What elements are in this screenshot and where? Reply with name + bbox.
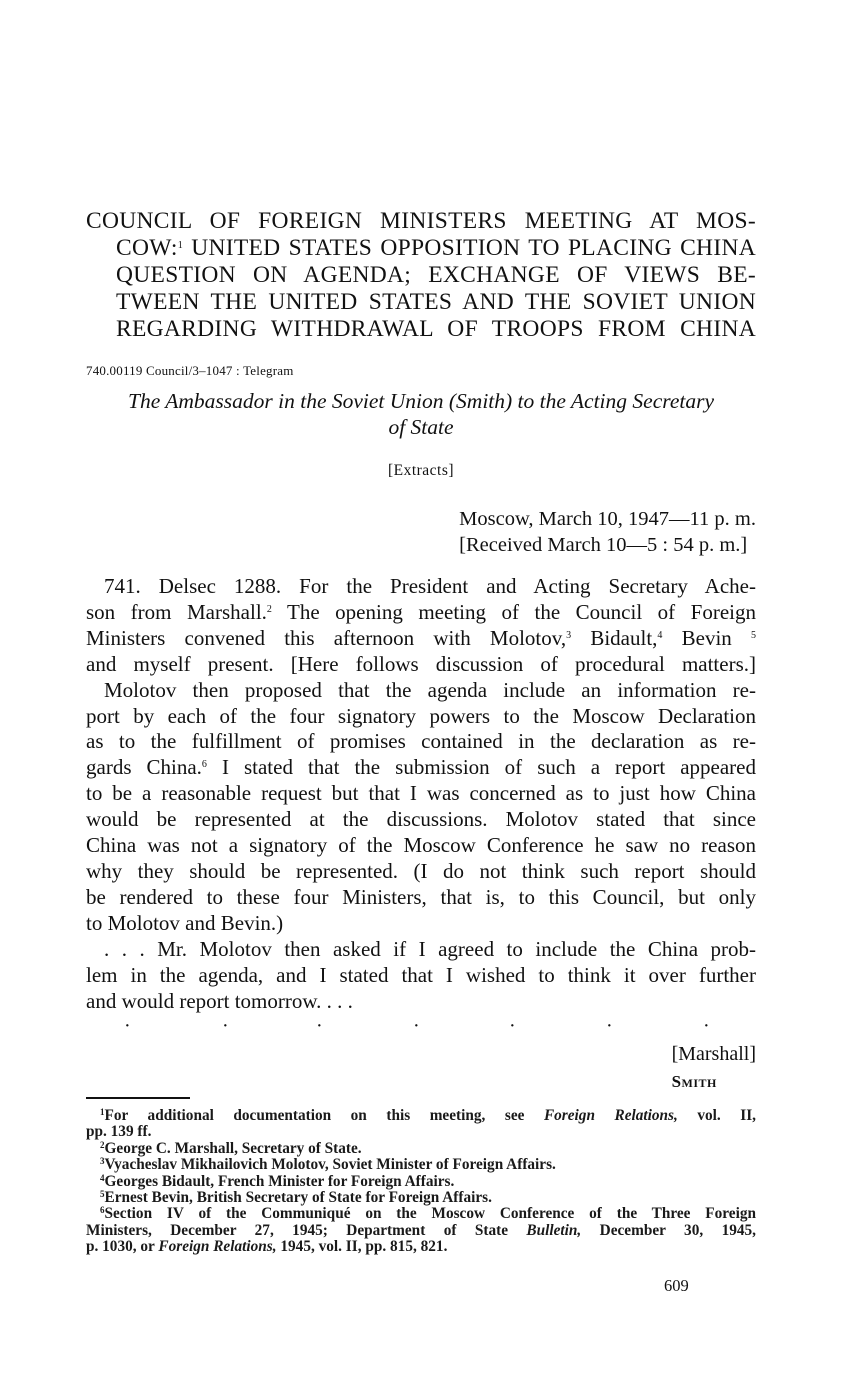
footnote-2	[86, 1141, 756, 1157]
heading-line: The Ambassador in the Soviet Union (Smith) to the Acting Secretary	[128, 389, 714, 413]
footnote-marker: 2	[266, 603, 272, 615]
footnote-marker: 5	[100, 1189, 105, 1200]
footnote-text: vol. II,	[677, 1107, 757, 1124]
footnote-text: December 30, 1945,	[581, 1221, 756, 1239]
title-line: REGARDING WITHDRAWAL OF TROOPS FROM CHINA	[116, 316, 756, 342]
title-line	[86, 235, 756, 262]
body-line: as to the fulfillment of promises contained in the declaration as re-	[86, 729, 756, 754]
body-text: son from Marshall.	[86, 599, 267, 624]
footnote-4	[86, 1174, 756, 1190]
body-line: would be represented at the discussions. Molotov stated that since	[86, 807, 756, 832]
footnote-1-cont: pp. 139 ff.	[86, 1123, 152, 1141]
dateline	[459, 506, 756, 558]
title-text: COW:	[116, 235, 178, 261]
dateline-received: [Received March 10—5 : 54 p. m.]	[459, 534, 748, 556]
footnote-text: Section IV of the Communiqué on the Moscow Conference of the Three Foreign	[104, 1205, 756, 1223]
body-line: and would report tomorrow. . . .	[86, 988, 353, 1013]
body-text: Bidault,	[571, 625, 658, 650]
body-line	[86, 755, 756, 781]
footnote-text: p. 1030, or	[86, 1238, 159, 1256]
footnote-marker: 1	[100, 1107, 105, 1117]
footnote-text: Vyacheslav Mikhailovich Molotov, Soviet Minister of Foreign Affairs.	[104, 1156, 556, 1174]
footnote-marker: 2	[100, 1139, 105, 1150]
body-text: Ministers convened this afternoon with Molotov,	[86, 625, 567, 650]
footnote-text: For additional documentation on this meeting, see	[104, 1107, 544, 1124]
body-line: and myself present. [Here follows discussion of procedural matters.]	[86, 651, 756, 676]
footnotes	[86, 1108, 756, 1256]
document-title	[86, 208, 756, 343]
body-line: to Molotov and Bevin.)	[86, 910, 284, 935]
body-line: why they should be represented. (I do not think such report should	[86, 858, 756, 883]
footnote-marker: 4	[657, 629, 663, 641]
footnote-text: 1945, vol. II, pp. 815, 821.	[276, 1238, 448, 1256]
body-line: Molotov then proposed that the agenda include an information re-	[104, 677, 756, 702]
body-line: China was not a signatory of the Moscow Conference he saw no reason	[86, 833, 756, 858]
footnote-italic: Bulletin,	[526, 1221, 582, 1239]
telegram-body	[86, 574, 756, 1014]
title-line: COUNCIL OF FOREIGN MINISTERS MEETING AT MOS-	[86, 208, 756, 234]
body-line: port by each of the four signatory powers to the Moscow Declaration	[86, 703, 756, 728]
footnote-text: Georges Bidault, French Minister for Foreign Affairs.	[104, 1172, 455, 1190]
dateline-place-date: Moscow, March 10, 1947—11 p. m.	[459, 508, 756, 530]
footnote-italic: Foreign Relations,	[158, 1238, 277, 1256]
footnote-divider	[86, 1097, 190, 1099]
body-line	[86, 626, 756, 652]
title-line: QUESTION ON AGENDA; EXCHANGE OF VIEWS BE-	[116, 262, 756, 288]
body-text: The opening meeting of the Council of Foreign	[271, 599, 756, 624]
footnote-6-cont	[86, 1223, 756, 1239]
body-line: to be a reasonable request but that I was concerned as to just how China	[86, 781, 756, 806]
body-line: lem in the agenda, and I stated that I wished to think it over further	[86, 962, 756, 987]
footnote-text: George C. Marshall, Secretary of State.	[104, 1139, 362, 1157]
body-text: Bevin	[662, 625, 751, 650]
omission-dot: ·	[316, 1015, 323, 1037]
page-number: 609	[664, 1276, 689, 1295]
signature-smith: Smith	[671, 1072, 717, 1091]
omission-dot: ·	[222, 1015, 229, 1037]
signature-marshall: [Marshall]	[671, 1043, 756, 1065]
document-reference: 740.00119 Council/3–1047 : Telegram	[86, 363, 294, 378]
footnote-1	[86, 1108, 756, 1124]
extracts-label: [Extracts]	[387, 462, 455, 479]
body-line: be rendered to these four Ministers, that is, to this Council, but only	[86, 884, 756, 909]
footnote-marker: 3	[100, 1156, 105, 1167]
body-text: I stated that the submission of such a report appeared	[206, 755, 756, 780]
omission-dot: ·	[413, 1015, 420, 1037]
footnote-marker: 3	[566, 629, 572, 641]
document-heading	[86, 388, 756, 440]
footnote-marker: 6	[100, 1205, 105, 1216]
footnote-text: Ernest Bevin, British Secretary of State for Foreign Affairs.	[104, 1189, 492, 1207]
footnote-marker: 5	[750, 629, 756, 641]
footnote-3	[86, 1157, 756, 1173]
omission-dot: ·	[509, 1015, 516, 1037]
body-text: gards China.	[86, 755, 202, 780]
title-text: UNITED STATES OPPOSITION TO PLACING CHINA	[183, 235, 756, 261]
footnote-marker: 1	[177, 240, 183, 251]
footnote-5	[86, 1190, 756, 1206]
footnote-text: Ministers, December 27, 1945; Department of State	[86, 1221, 527, 1239]
footnote-6	[86, 1206, 756, 1222]
footnote-marker: 6	[201, 759, 207, 771]
omission-dot: ·	[703, 1015, 710, 1037]
footnote-italic: Foreign Relations,	[543, 1107, 678, 1124]
omission-dot: ·	[124, 1015, 131, 1037]
heading-line: of State	[388, 415, 454, 439]
body-line: . . . Mr. Molotov then asked if I agreed to include the China prob-	[104, 936, 756, 961]
omission-dot: ·	[606, 1015, 613, 1037]
footnote-marker: 4	[100, 1172, 105, 1183]
title-line: TWEEN THE UNITED STATES AND THE SOVIET UNION	[116, 289, 756, 315]
body-line	[86, 600, 756, 626]
body-line: 741. Delsec 1288. For the President and Acting Secretary Ache-	[104, 574, 756, 598]
signature-block	[672, 1040, 756, 1096]
footnote-6-cont	[86, 1239, 756, 1255]
